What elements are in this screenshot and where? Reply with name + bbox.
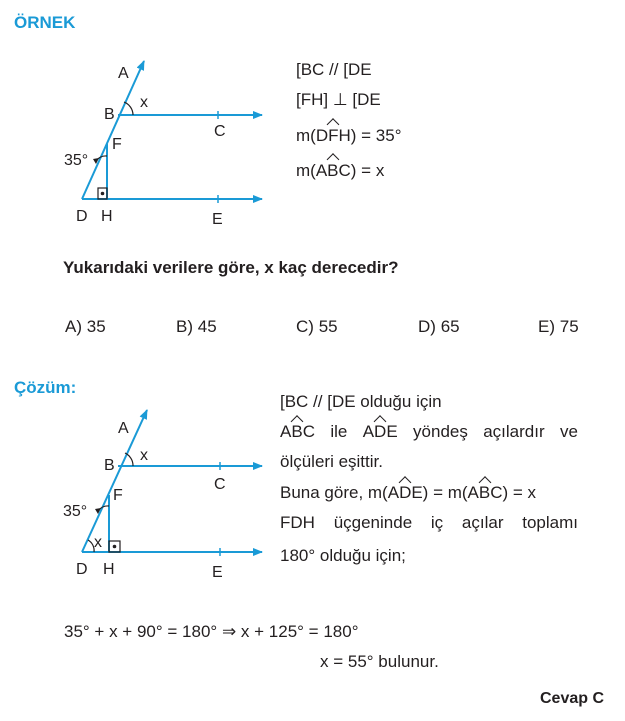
given-line-3: m(DFH) = 35° [296, 126, 402, 145]
equation-2: x = 55° bulunur. [320, 652, 439, 671]
label-x-bottom: x [94, 534, 102, 551]
answer-label: Cevap C [540, 690, 605, 707]
label-c: C [214, 123, 226, 140]
label-d: D [76, 561, 88, 578]
label-e: E [212, 211, 223, 228]
option-a[interactable]: A) 35 [65, 317, 106, 336]
label-b: B [104, 457, 115, 474]
given-line-4: m(ABC) = x [296, 161, 385, 180]
label-35: 35° [64, 152, 89, 169]
label-x: x [140, 94, 148, 111]
solution-line-3: ölçüleri eşittir. [280, 452, 383, 471]
question-text: Yukarıdaki verilere göre, x kaç derecedir? [63, 258, 399, 277]
label-35: 35° [63, 503, 88, 520]
transversal-ray-da [82, 61, 144, 199]
label-h: H [103, 561, 115, 578]
solution-heading: Çözüm: [14, 378, 77, 397]
example-heading: ÖRNEK [14, 13, 76, 32]
given-line-2: [FH] ⊥ [DE [296, 90, 381, 109]
solution-line-1: [BC // [DE olduğu için [280, 392, 442, 411]
transversal-ray-da [82, 410, 147, 552]
option-e[interactable]: E) 75 [538, 317, 579, 336]
example-figure [0, 55, 280, 235]
option-c[interactable]: C) 55 [296, 317, 338, 336]
option-d[interactable]: D) 65 [418, 317, 460, 336]
solution-line-4: Buna göre, m(ADE) = m(ABC) = x [280, 483, 537, 502]
solution-line-5: FDH üçgeninde iç açılar toplamı [280, 513, 578, 532]
label-f: F [113, 487, 123, 504]
solution-line-6: 180° olduğu için; [280, 546, 406, 565]
label-a: A [118, 65, 129, 82]
label-a: A [118, 420, 129, 437]
option-b[interactable]: B) 45 [176, 317, 217, 336]
label-f: F [112, 136, 122, 153]
label-e: E [212, 564, 223, 581]
label-h: H [101, 208, 113, 225]
equation-1: 35° + x + 90° = 180° ⇒ x + 125° = 180° [64, 622, 359, 641]
label-d: D [76, 208, 88, 225]
label-b: B [104, 106, 115, 123]
label-c: C [214, 476, 226, 493]
implies-arrow: ⇒ [221, 622, 237, 641]
solution-figure [0, 398, 280, 583]
solution-line-2: ABC ile ADE yöndeş açılardır ve [280, 422, 578, 441]
given-line-1: [BC // [DE [296, 60, 372, 79]
label-x-top: x [140, 447, 148, 464]
